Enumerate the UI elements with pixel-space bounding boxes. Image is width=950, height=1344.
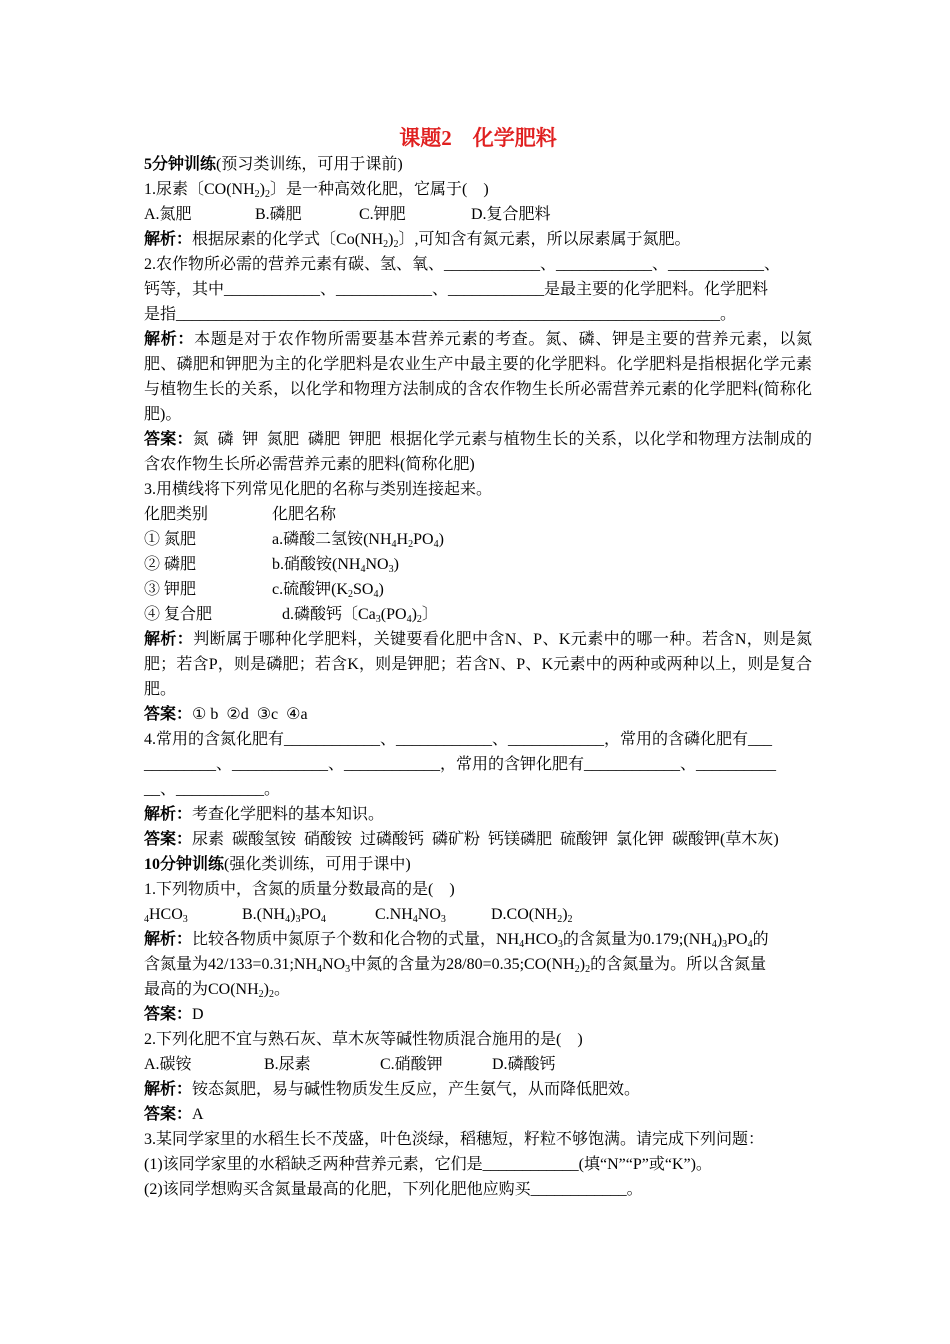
sub: 2 — [258, 989, 264, 1000]
answer-label: 答案： — [144, 1006, 193, 1023]
p1-a-text: HCO — [149, 906, 183, 923]
text: ) — [579, 956, 586, 973]
sub: 4 — [320, 914, 326, 925]
section-5min-heading — [144, 152, 812, 177]
text: PO — [727, 931, 748, 948]
q1-option-a: A.氮肥 — [144, 206, 192, 223]
p1-c-text: NO — [417, 906, 441, 923]
q3-row-4 — [144, 602, 812, 627]
analysis-label: 解析： — [144, 331, 195, 348]
q1-analysis — [144, 227, 812, 252]
p2-options — [144, 1052, 812, 1077]
q1-stem-c: 〕是一种高效化肥，它属于( ) — [270, 181, 489, 198]
q1-sub2: 2 — [265, 189, 270, 200]
sub: 4 — [285, 914, 291, 925]
text: 的含氮量为。所以含氮量 — [590, 956, 767, 973]
section-note: (强化类训练，可用于课中) — [224, 856, 411, 873]
sub: 3 — [557, 939, 563, 950]
p1-options — [144, 902, 812, 927]
analysis-label: 解析： — [144, 931, 193, 948]
q3-right: ) — [378, 581, 384, 598]
q2-line1: 2.农作物所必需的营养元素有碳、氢、氧、____________、____________、____________、 — [144, 256, 781, 273]
sub: 4 — [747, 939, 753, 950]
p3-sub1: (1)该同学家里的水稻缺乏两种营养元素，它们是____________(填“N”“P”或“K”)。 — [144, 1156, 712, 1173]
p1-d-text: ) — [562, 906, 568, 923]
text: 中氮的含量为28/80=0.35;CO(NH — [350, 956, 575, 973]
sub: 3 — [375, 614, 381, 625]
section-head: 5分钟训练 — [144, 156, 217, 173]
sub: 4 — [519, 939, 525, 950]
p1-answer-text: D — [192, 1006, 204, 1023]
sub: 4 — [391, 539, 397, 550]
text: 的含氮量为0.179;(NH — [562, 931, 712, 948]
q3-left: ② 磷肥 — [144, 556, 197, 573]
q3-right: ) — [393, 556, 399, 573]
sub: 3 — [388, 564, 394, 575]
section-head: 10分钟训练 — [144, 856, 225, 873]
q4-analysis — [144, 802, 812, 827]
sub: 4 — [144, 914, 149, 925]
sub: 3 — [295, 914, 301, 925]
text: ) — [716, 931, 723, 948]
q3-right: c.硫酸钾(K — [272, 581, 348, 598]
answer-label: 答案： — [144, 1106, 193, 1123]
section-note: (预习类训练，可用于课前) — [216, 156, 403, 173]
q1-analysis-sub2: 2 — [393, 239, 399, 250]
q3-answer-text: ① b ②d ③c ④a — [192, 706, 308, 723]
p2-option-a: A.碳铵 — [144, 1056, 192, 1073]
p2-option-b: B.尿素 — [264, 1056, 311, 1073]
q3-stem: 3.用横线将下列常见化肥的名称与类别连接起来。 — [144, 481, 493, 498]
text: 。 — [274, 981, 291, 998]
sub: 2 — [269, 989, 274, 1000]
answer-label: 答案： — [144, 431, 193, 448]
answer-label: 答案： — [144, 831, 193, 848]
sub: 4 — [360, 564, 366, 575]
q1-options — [144, 202, 812, 227]
q3-row-1 — [144, 527, 812, 552]
q4-line1: 4.常用的含氮化肥有____________、____________、____________，常用的含磷化肥有___ — [144, 731, 773, 748]
sub: 2 — [348, 589, 353, 600]
p2-stem: 2.下列化肥不宜与熟石灰、草木灰等碱性物质混合施用的是( ) — [144, 1031, 583, 1048]
p2-option-d: D.磷酸钙 — [492, 1056, 556, 1073]
q3-header-row — [144, 502, 812, 527]
q3-col2: 化肥名称 — [272, 506, 337, 523]
q2-answer — [144, 427, 812, 477]
p2-option-c: C.硝酸钾 — [380, 1056, 443, 1073]
sub: 2 — [416, 614, 422, 625]
p2-answer-text: A — [192, 1106, 204, 1123]
q3-right: SO — [353, 581, 374, 598]
p1-b-text: B.(NH — [242, 906, 286, 923]
q3-analysis — [144, 627, 812, 702]
q3-row-3 — [144, 577, 812, 602]
q3-answer — [144, 702, 812, 727]
q3-right: H — [396, 531, 409, 548]
q3-col1: 化肥类别 — [144, 506, 209, 523]
q3-left: ③ 钾肥 — [144, 581, 197, 598]
sub: 4 — [406, 614, 412, 625]
p3-stem: 3.某同学家里的水稻生长不茂盛，叶色淡绿，稻穗短，籽粒不够饱满。请完成下列问题： — [144, 1131, 765, 1148]
sub: 3 — [440, 914, 446, 925]
analysis-label: 解析： — [144, 806, 193, 823]
sub: 4 — [373, 589, 379, 600]
text: HCO — [524, 931, 558, 948]
q4-answer — [144, 827, 812, 852]
sub: 3 — [345, 964, 351, 975]
page-title: 课题2 化学肥料 — [399, 126, 557, 150]
q3-left: ① 氮肥 — [144, 531, 197, 548]
q3-right: NO — [365, 556, 389, 573]
p1-c-text: C.NH — [375, 906, 413, 923]
p1-option-b — [242, 902, 375, 927]
text: 最高的为CO(NH — [144, 981, 259, 998]
q4-analysis-text: 考查化学肥料的基本知识。 — [192, 806, 385, 823]
p2-answer — [144, 1102, 812, 1127]
q4-answer-text: 尿素 碳酸氢铵 硝酸铵 过磷酸钙 磷矿粉 钙镁磷肥 硫酸钾 氯化钾 碳酸钾(草木灰) — [192, 831, 779, 848]
q2-line3: 是指____________________________________________________________________。 — [144, 306, 737, 323]
text: 含氮量为42/133=0.31;NH — [144, 956, 318, 973]
q1-option-c: C.钾肥 — [359, 206, 406, 223]
p2-analysis-text: 铵态氮肥，易与碱性物质发生反应，产生氨气，从而降低肥效。 — [192, 1081, 641, 1098]
sub: 3 — [722, 939, 728, 950]
p1-analysis-line3 — [144, 977, 812, 1002]
answer-label: 答案： — [144, 706, 193, 723]
section-10min-heading — [144, 852, 812, 877]
q3-right: d.磷酸钙〔Ca — [282, 606, 376, 623]
q1-option-b: B.磷肥 — [255, 206, 302, 223]
q3-right: ) — [438, 531, 444, 548]
q4-line2: _________、____________、____________，常用的含钾化肥有____________、__________ — [144, 756, 777, 773]
sub: 2 — [408, 539, 414, 550]
sub: 2 — [557, 914, 563, 925]
p2-analysis — [144, 1077, 812, 1102]
q1-analysis-c: 〕,可知含有氮元素，所以尿素属于氮肥。 — [398, 231, 691, 248]
analysis-label: 解析： — [144, 231, 193, 248]
text: 的 — [752, 931, 769, 948]
q2-answer-text: 氮 磷 钾 氮肥 磷肥 钾肥 根据化学元素与植物生长的关系，以化学和物理方法制成的含农作物生长所必需营养元素的肥料(简称化肥) — [144, 431, 812, 473]
sub: 2 — [567, 914, 573, 925]
p1-d-text: D.CO(NH — [491, 906, 558, 923]
q2-line2: 钙等，其中____________、____________、____________是最主要的化学肥料。化学肥料 — [144, 281, 769, 298]
sub: 4 — [412, 914, 418, 925]
p1-b-text: PO — [300, 906, 321, 923]
sub: 2 — [585, 964, 591, 975]
document-page — [144, 124, 812, 1202]
q4-line3: __、___________。 — [144, 781, 281, 798]
q3-right: b.硝酸铵(NH — [272, 556, 361, 573]
q3-right: 〕 — [421, 606, 438, 623]
q1-stem-b: ) — [259, 181, 265, 198]
sub: 4 — [433, 539, 439, 550]
p1-option-c — [375, 902, 491, 927]
q3-right: a.磷酸二氢铵(NH — [272, 531, 392, 548]
q1-stem-a: 1.尿素〔CO(NH — [144, 181, 255, 198]
p1-answer — [144, 1002, 812, 1027]
q1-option-d: D.复合肥料 — [471, 206, 551, 223]
text: ) — [263, 981, 269, 998]
analysis-label: 解析： — [144, 631, 194, 648]
analysis-label: 解析： — [144, 1081, 193, 1098]
sub: 3 — [182, 914, 188, 925]
p1-option-d — [491, 902, 573, 927]
q2-analysis — [144, 327, 812, 427]
q1-stem — [144, 177, 812, 202]
p1-analysis-line2 — [144, 952, 812, 977]
text: 比较各物质中氮原子个数和化合物的式量，NH — [192, 931, 520, 948]
q3-row-2 — [144, 552, 812, 577]
q3-right: ) — [411, 606, 417, 623]
q3-right: (PO — [380, 606, 407, 623]
p3-sub2: (2)该同学想购买含氮量最高的化肥，下列化肥他应购买____________。 — [144, 1181, 643, 1198]
q1-analysis-b: ) — [388, 231, 394, 248]
q3-analysis-text: 判断属于哪种化学肥料，关键要看化肥中含N、P、K元素中的哪一种。若含N，则是氮肥；若含P，则是磷肥；若含K，则是钾肥；若含N、P、K元素中的两种或两种以上，则是复合肥。 — [144, 631, 812, 698]
p1-analysis-line1 — [144, 927, 812, 952]
p1-stem: 1.下列物质中，含氮的质量分数最高的是( ) — [144, 881, 455, 898]
q3-right: PO — [413, 531, 434, 548]
sub: 4 — [711, 939, 717, 950]
p1-option-a — [144, 902, 242, 927]
q1-analysis-sub: 2 — [383, 239, 389, 250]
sub: 2 — [574, 964, 580, 975]
text: NO — [322, 956, 346, 973]
q1-sub: 2 — [254, 189, 260, 200]
q1-analysis-a: 根据尿素的化学式〔Co(NH — [192, 231, 384, 248]
sub: 4 — [317, 964, 323, 975]
q2-analysis-text: 本题是对于农作物所需要基本营养元素的考查。氮、磷、钾是主要的营养元素，以氮肥、磷肥和钾肥为主的化学肥料是农业生产中最主要的化学肥料。化学肥料是指根据化学元素与植物生长的关系，以化学和物理方法制成的含农作物生长所必需营养元素的化学肥料(简称化肥)。 — [144, 331, 812, 423]
p1-b-text: ) — [290, 906, 296, 923]
q3-left: ④ 复合肥 — [144, 606, 213, 623]
